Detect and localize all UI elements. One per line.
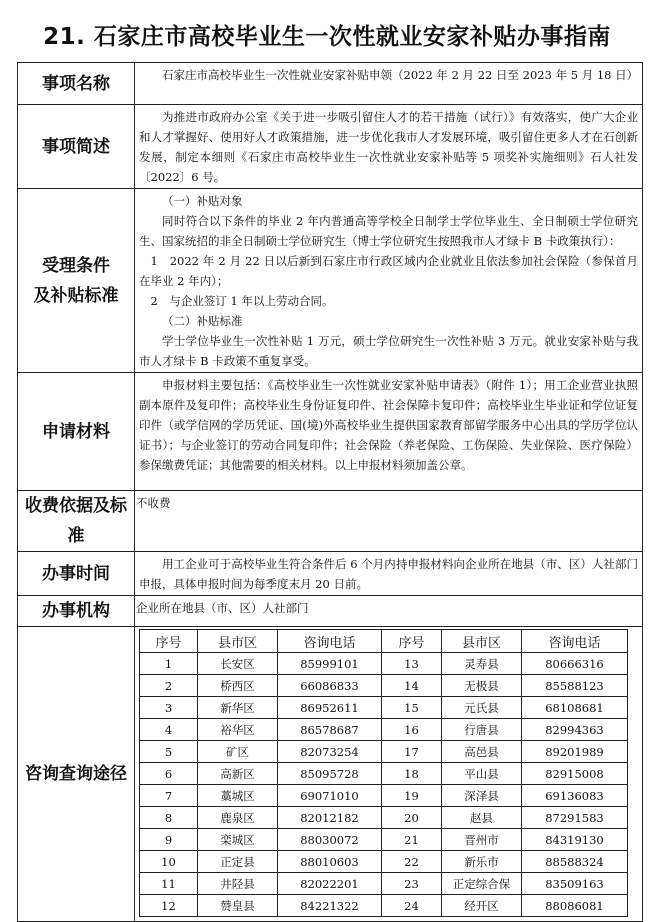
contact-phone-cell: 84221322 [278,895,382,917]
contact-district-cell: 深泽县 [442,785,522,807]
contact-row [140,763,628,785]
row-fee [18,491,643,552]
contact-district-cell: 长安区 [198,653,278,675]
contact-phone-cell: 86578687 [278,719,382,741]
contact-district-cell: 新华区 [198,697,278,719]
contact-index-cell: 20 [382,807,442,829]
row-consult [18,627,643,922]
conditions-cell [135,189,643,373]
agency-text: 企业所在地县（市、区）人社部门 [136,601,309,615]
contact-index-cell: 17 [382,741,442,763]
contact-table [139,629,628,917]
page-title: 21. 石家庄市高校毕业生一次性就业安家补贴办事指南 [43,24,611,50]
contact-phone-cell: 83509163 [522,873,628,895]
time-label: 办事时间 [18,552,135,596]
contact-district-cell: 灵寿县 [442,653,522,675]
contact-rows [140,653,628,917]
row-time [18,552,643,596]
contact-index-cell: 6 [140,763,198,785]
conditions-item-2: 2 与企业签订 1 年以上劳动合同。 [150,294,334,308]
contact-phone-cell: 80666316 [522,653,628,675]
contact-district-cell: 栾城区 [198,829,278,851]
row-materials [18,373,643,491]
contact-district-cell: 高新区 [198,763,278,785]
contact-phone-cell: 85588123 [522,675,628,697]
summary-text: 为推进市政府办公室《关于进一步吸引留住人才的若干措施（试行）》有效落实，使广大企业和人才掌握好、使用好人才政策措施，进一步优化我市人才发展环境，吸引留住更多人才在石创新发展，制定本细则《石家庄市高校毕业生一次性就业安家补贴等 5 项奖补实施细则》石人社发〔2022〕6 号。 [139,110,638,184]
contact-index-cell: 19 [382,785,442,807]
fee-label: 收费依据及标准 [18,491,135,552]
contact-row [140,653,628,675]
contact-row [140,807,628,829]
contact-index-cell: 22 [382,851,442,873]
contact-index-cell: 12 [140,895,198,917]
contact-row [140,741,628,763]
contact-phone-cell: 88588324 [522,851,628,873]
conditions-item-1: 1 2022 年 2 月 22 日以后新到石家庄市行政区域内企业就业且依法参加社会保险（参保首月在毕业 2 年内）； [139,254,638,288]
contact-district-cell: 晋州市 [442,829,522,851]
contact-district-cell: 藁城区 [198,785,278,807]
contact-district-cell: 经开区 [442,895,522,917]
consult-cell [135,627,643,922]
header-index-left: 序号 [140,630,198,653]
contact-index-cell: 5 [140,741,198,763]
contact-index-cell: 15 [382,697,442,719]
contact-phone-cell: 82073254 [278,741,382,763]
contact-row [140,851,628,873]
materials-text: 申报材料主要包括：《高校毕业生一次性就业安家补贴申请表》（附件 1）；用工企业营业执照副本原件及复印件；高校毕业生身份证复印件、社会保障卡复印件；高校毕业生毕业证和学位证复印件（或学信网的学历凭证、国(境)外高校毕业生提供国家教育部留学服务中心出具的学历学位认证书）；与企业签订的劳动合同复印件；社会保险（养老保险、工伤保险、失业保险、医疗保险）参保缴费凭证；其他需要的相关材料。以上申报材料须加盖公章。 [139,378,638,472]
contact-phone-cell: 66086833 [278,675,382,697]
contact-district-cell: 矿区 [198,741,278,763]
contact-row [140,785,628,807]
contact-index-cell: 11 [140,873,198,895]
contact-district-cell: 无极县 [442,675,522,697]
header-index-right: 序号 [382,630,442,653]
contact-phone-cell: 82994363 [522,719,628,741]
contact-phone-cell: 68108681 [522,697,628,719]
materials-label: 申请材料 [18,373,135,491]
contact-district-cell: 赞皇县 [198,895,278,917]
contact-district-cell: 赵县 [442,807,522,829]
contact-index-cell: 18 [382,763,442,785]
conditions-text-standard: 学士学位毕业生一次性补贴 1 万元，硕士学位研究生一次性补贴 3 万元。就业安家补贴与我市人才绿卡 B 卡政策不重复享受。 [139,334,638,368]
row-conditions [18,189,643,373]
summary-label: 事项简述 [18,105,135,189]
fee-cell [135,491,643,552]
conditions-subheading-target: （一）补贴对象 [162,194,243,208]
time-text: 用工企业可于高校毕业生符合条件后 6 个月内持申报材料向企业所在地县（市、区）人社部门申报，具体申报时间为每季度末月 20 日前。 [139,557,638,591]
contact-phone-cell: 87291583 [522,807,628,829]
contact-district-cell: 鹿泉区 [198,807,278,829]
conditions-text-target: 同时符合以下条件的毕业 2 年内普通高等学校全日制学士学位毕业生、全日制硕士学位研究生、国家统招的非全日制硕士学位研究生（博士学位研究生按照我市人才绿卡 B 卡政策执行）： [139,214,638,248]
guide-table [17,62,643,922]
contact-district-cell: 裕华区 [198,719,278,741]
row-item-name [18,63,643,105]
contact-index-cell: 7 [140,785,198,807]
contact-index-cell: 9 [140,829,198,851]
contact-index-cell: 14 [382,675,442,697]
header-phone-left: 咨询电话 [278,630,382,653]
contact-header-row [140,630,628,653]
contact-district-cell: 正定综合保 [442,873,522,895]
contact-phone-cell: 88010603 [278,851,382,873]
header-district-right: 县市区 [442,630,522,653]
contact-index-cell: 4 [140,719,198,741]
header-district-left: 县市区 [198,630,278,653]
conditions-subheading-standard: （二）补贴标准 [162,314,243,328]
contact-row [140,895,628,917]
contact-district-cell: 桥西区 [198,675,278,697]
contact-phone-cell: 84319130 [522,829,628,851]
contact-district-cell: 高邑县 [442,741,522,763]
contact-row [140,719,628,741]
contact-district-cell: 正定县 [198,851,278,873]
contact-index-cell: 8 [140,807,198,829]
agency-label: 办事机构 [18,596,135,627]
contact-index-cell: 10 [140,851,198,873]
header-phone-right: 咨询电话 [522,630,628,653]
contact-phone-cell: 88030072 [278,829,382,851]
contact-row [140,675,628,697]
contact-phone-cell: 88086081 [522,895,628,917]
contact-district-cell: 新乐市 [442,851,522,873]
consult-label: 咨询查询途径 [18,627,135,922]
contact-phone-cell: 85999101 [278,653,382,675]
contact-district-cell: 元氏县 [442,697,522,719]
contact-index-cell: 1 [140,653,198,675]
contact-phone-cell: 82022201 [278,873,382,895]
contact-district-cell: 井陉县 [198,873,278,895]
contact-phone-cell: 69071010 [278,785,382,807]
contact-row [140,697,628,719]
item-name-cell [135,63,643,105]
fee-text: 不收费 [136,496,171,510]
item-name-label: 事项名称 [18,63,135,105]
contact-index-cell: 21 [382,829,442,851]
item-name-text: 石家庄市高校毕业生一次性就业安家补贴申领（2022 年 2 月 22 日至 2023 年 5 月 18 日） [162,68,639,82]
time-cell [135,552,643,596]
contact-index-cell: 13 [382,653,442,675]
row-summary [18,105,643,189]
contact-phone-cell: 86952611 [278,697,382,719]
conditions-label-line1: 受理条件 [42,255,110,276]
agency-cell [135,596,643,627]
contact-row [140,829,628,851]
contact-district-cell: 平山县 [442,763,522,785]
contact-phone-cell: 82012182 [278,807,382,829]
contact-phone-cell: 82915008 [522,763,628,785]
contact-phone-cell: 85095728 [278,763,382,785]
conditions-label [18,189,135,373]
contact-district-cell: 行唐县 [442,719,522,741]
contact-index-cell: 16 [382,719,442,741]
conditions-label-line2: 及补贴标准 [33,285,119,306]
materials-cell [135,373,643,491]
contact-row [140,873,628,895]
contact-index-cell: 24 [382,895,442,917]
summary-cell [135,105,643,189]
contact-index-cell: 23 [382,873,442,895]
contact-phone-cell: 69136083 [522,785,628,807]
contact-phone-cell: 89201989 [522,741,628,763]
contact-index-cell: 3 [140,697,198,719]
contact-index-cell: 2 [140,675,198,697]
row-agency [18,596,643,627]
